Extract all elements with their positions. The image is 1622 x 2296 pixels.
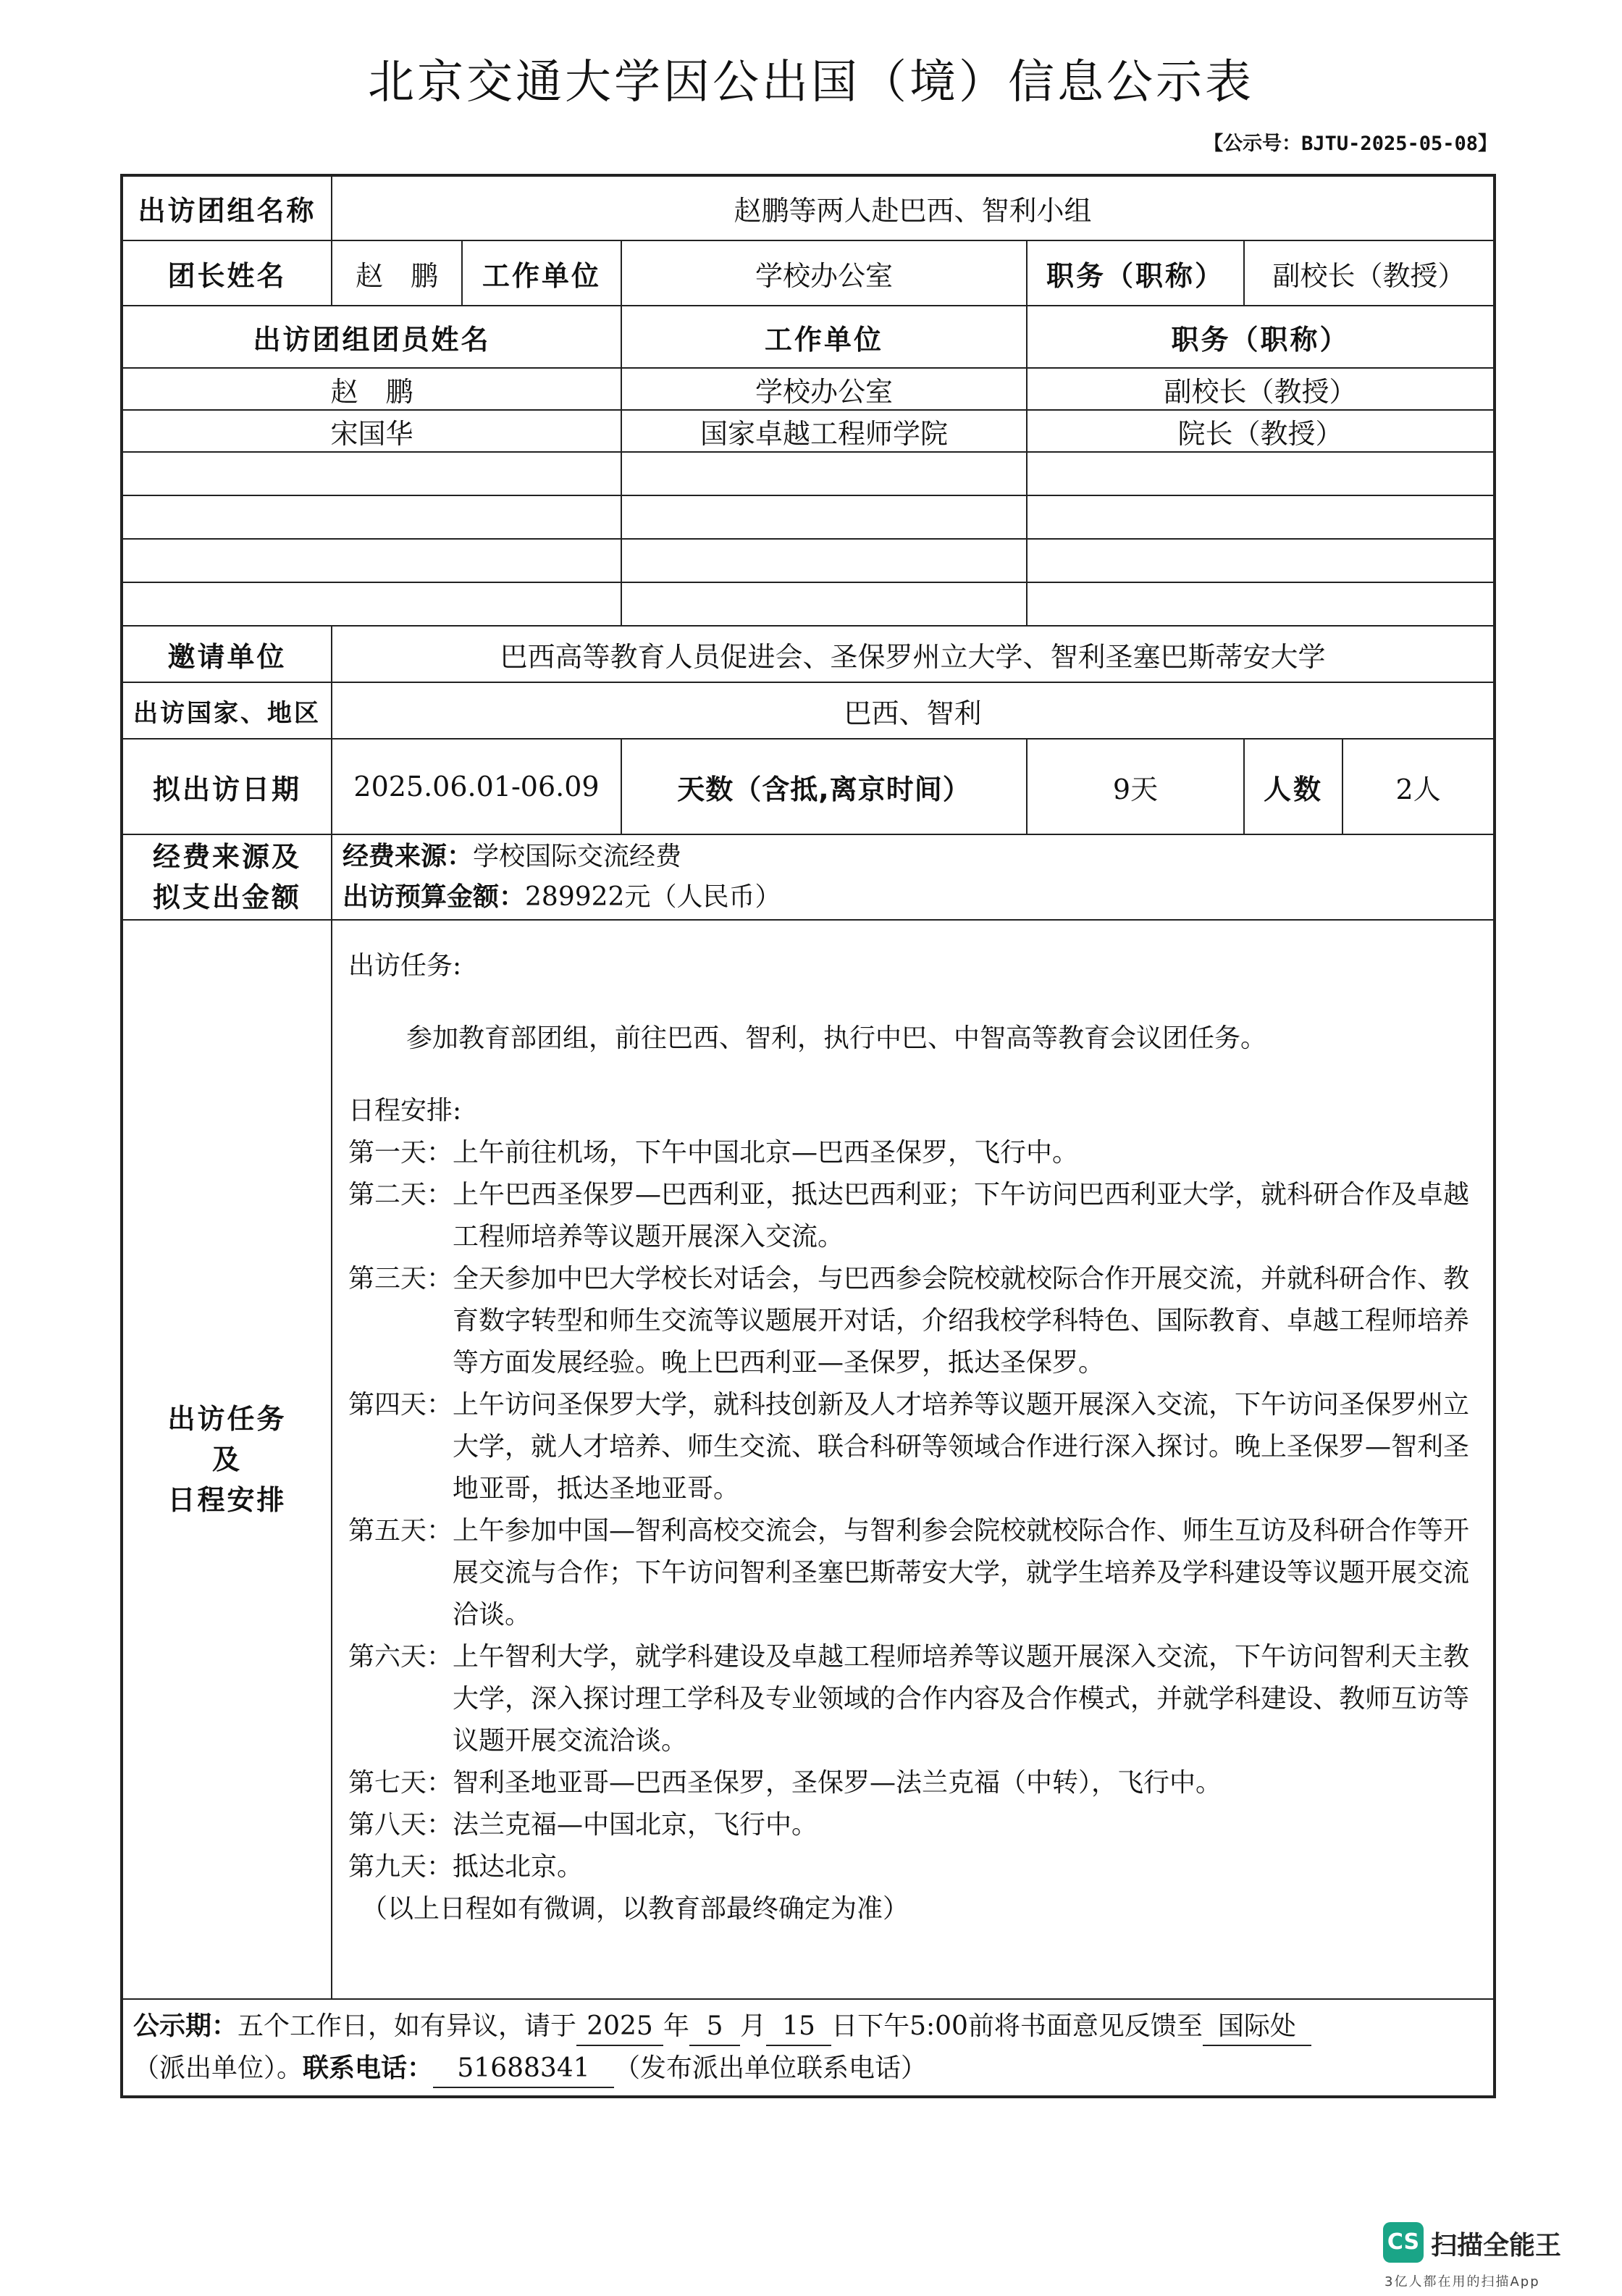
countries-label: 出访国家、地区 (122, 682, 332, 739)
members-header-title: 职务（职称） (1027, 306, 1495, 368)
members-header-unit: 工作单位 (621, 306, 1027, 368)
group-value: 赵鹏等两人赴巴西、智利小组 (332, 175, 1495, 240)
day-label: 第五天： (348, 1516, 453, 1546)
inviter-value: 巴西高等教育人员促进会、圣保罗州立大学、智利圣塞巴斯蒂安大学 (332, 626, 1495, 682)
task-row (122, 920, 1495, 1999)
member-row-empty (122, 582, 1495, 626)
day-text: 上午访问圣保罗大学，就科技创新及人才培养等议题开展深入交流，下午访问圣保罗州立大学，就人才培养、师生交流、联合科研等领域合作进行深入探讨。晚上圣保罗—智利圣地亚哥，抵达圣地亚哥。 (453, 1390, 1470, 1504)
day-label: 第四天： (348, 1390, 453, 1420)
members-header-name: 出访团组团员姓名 (122, 306, 621, 368)
countries-row (122, 682, 1495, 739)
day-label: 第三天： (348, 1264, 453, 1294)
member-name (122, 495, 621, 539)
page-title: 北京交通大学因公出国（境）信息公示表 (368, 56, 1254, 109)
dates-row (122, 739, 1495, 834)
people-label: 人数 (1244, 739, 1342, 834)
footer-year-unit: 年 (663, 2011, 690, 2041)
funding-source-label: 经费来源： (343, 842, 474, 871)
day-text: 上午参加中国—智利高校交流会，与智利参会院校就校际合作、师生互访及科研合作等开展交流与合作；下午访问智利圣塞巴斯蒂安大学，就学生培养及学科建设等议题开展交流洽谈。 (453, 1516, 1470, 1630)
leader-row (122, 240, 1495, 306)
day-text: 智利圣地亚哥—巴西圣保罗，圣保罗—法兰克福（中转），飞行中。 (453, 1768, 1222, 1798)
member-name (122, 582, 621, 626)
schedule-day (348, 1258, 1476, 1384)
day-text: 上午智利大学，就学科建设及卓越工程师培养等议题开展深入交流，下午访问智利天主教大学，深入探讨理工学科及专业领域的合作内容及合作模式，并就学科建设、教师互访等议题开展交流洽谈。 (453, 1642, 1470, 1756)
footer-phone: 51688341 (433, 2050, 614, 2088)
day-text: 上午巴西圣保罗—巴西利亚，抵达巴西利亚；下午访问巴西利亚大学，就科研合作及卓越工程师培养等议题开展深入交流。 (453, 1180, 1470, 1252)
member-unit (621, 539, 1027, 582)
camscanner-logo-icon: CS (1383, 2222, 1424, 2263)
group-row (122, 175, 1495, 240)
footer-year: 2025 (576, 2008, 663, 2046)
task-heading: 出访任务: (348, 951, 462, 981)
leader-title: 副校长（教授） (1244, 240, 1495, 306)
footer-day: 15 (766, 2008, 831, 2046)
task-label (122, 920, 332, 1999)
footer-notice (122, 1999, 1495, 2097)
schedule-day (348, 1132, 1476, 1174)
member-title (1027, 495, 1495, 539)
footer-period-label: 公示期： (133, 2011, 238, 2041)
funding-label-line2: 拟支出金额 (152, 881, 301, 913)
leader-name-label: 团长姓名 (122, 240, 332, 306)
task-label-line2: 及 (211, 1444, 242, 1475)
day-text: 法兰克福—中国北京，飞行中。 (453, 1810, 818, 1840)
task-text: 参加教育部团组，前往巴西、智利，执行中巴、中智高等教育会议团任务。 (406, 1023, 1267, 1053)
footer-dept: 国际处 (1203, 2008, 1311, 2046)
funding-content (332, 834, 1495, 920)
member-name: 宋国华 (122, 410, 621, 452)
schedule-day (348, 1636, 1476, 1762)
inviter-row (122, 626, 1495, 682)
day-label: 第九天： (348, 1852, 453, 1882)
dates-label: 拟出访日期 (122, 739, 332, 834)
members-header-row (122, 306, 1495, 368)
member-name (122, 452, 621, 495)
info-table (120, 174, 1496, 2098)
member-title: 副校长（教授） (1027, 368, 1495, 410)
member-unit (621, 495, 1027, 539)
member-unit: 学校办公室 (621, 368, 1027, 410)
schedule-heading: 日程安排: (348, 1096, 462, 1126)
funding-source-value: 学校国际交流经费 (473, 842, 682, 871)
schedule-day (348, 1804, 1476, 1846)
day-label: 第八天： (348, 1810, 453, 1840)
day-label: 第一天： (348, 1138, 453, 1168)
member-name: 赵 鹏 (122, 368, 621, 410)
task-content (332, 920, 1495, 1999)
footer-text2: 日下午5:00前将书面意见反馈至 (831, 2011, 1203, 2041)
member-unit: 国家卓越工程师学院 (621, 410, 1027, 452)
schedule-note: （以上日程如有微调，以教育部最终确定为准） (361, 1894, 909, 1924)
task-label-line3: 日程安排 (167, 1484, 287, 1516)
day-label: 第六天： (348, 1642, 453, 1672)
member-title (1027, 539, 1495, 582)
notice-number: 【公示号：BJTU-2025-05-08】 (1203, 133, 1497, 155)
member-row-empty (122, 495, 1495, 539)
countries-value: 巴西、智利 (332, 682, 1495, 739)
task-label-line1: 出访任务 (167, 1403, 287, 1435)
funding-budget-label: 出访预算金额： (343, 882, 526, 912)
footer-text3: （派出单位）。 (133, 2053, 303, 2083)
days-label: 天数（含抵,离京时间） (621, 739, 1027, 834)
funding-budget-line (343, 877, 1486, 918)
footer-text4: （发布派出单位联系电话） (614, 2053, 928, 2083)
group-label: 出访团组名称 (122, 175, 332, 240)
schedule-day (348, 1846, 1476, 1888)
funding-budget-value: 289922元（人民币） (525, 882, 781, 912)
footer-month: 5 (689, 2008, 740, 2046)
schedule-day (348, 1510, 1476, 1636)
days-value: 9天 (1027, 739, 1244, 834)
member-row (122, 410, 1495, 452)
funding-row (122, 834, 1495, 920)
member-unit (621, 452, 1027, 495)
member-row-empty (122, 452, 1495, 495)
footer-text1: 五个工作日，如有异议，请于 (238, 2011, 577, 2041)
leader-name: 赵 鹏 (332, 240, 462, 306)
watermark-sub: 3亿人都在用的扫描App (1384, 2274, 1540, 2289)
member-name (122, 539, 621, 582)
member-row (122, 368, 1495, 410)
day-label: 第七天： (348, 1768, 453, 1798)
people-value: 2人 (1342, 739, 1495, 834)
footer-month-unit: 月 (740, 2011, 767, 2041)
schedule-day (348, 1762, 1476, 1804)
day-text: 抵达北京。 (453, 1852, 584, 1882)
leader-unit-label: 工作单位 (462, 240, 621, 306)
leader-title-label: 职务（职称） (1027, 240, 1244, 306)
footer-row (122, 1999, 1495, 2097)
watermark-name: 扫描全能王 (1431, 2231, 1562, 2261)
dates-value: 2025.06.01-06.09 (332, 739, 621, 834)
day-label: 第二天： (348, 1180, 453, 1210)
member-title (1027, 452, 1495, 495)
member-title (1027, 582, 1495, 626)
inviter-label: 邀请单位 (122, 626, 332, 682)
member-row-empty (122, 539, 1495, 582)
footer-phone-label: 联系电话： (303, 2053, 434, 2083)
funding-source-line (343, 837, 1486, 877)
leader-unit: 学校办公室 (621, 240, 1027, 306)
schedule-day (348, 1174, 1476, 1258)
member-title: 院长（教授） (1027, 410, 1495, 452)
schedule-day (348, 1384, 1476, 1510)
funding-label (122, 834, 332, 920)
day-text: 上午前往机场，下午中国北京—巴西圣保罗，飞行中。 (453, 1138, 1079, 1168)
day-text: 全天参加中巴大学校长对话会，与巴西参会院校就校际合作开展交流，并就科研合作、教育数字转型和师生交流等议题展开对话，介绍我校学科特色、国际教育、卓越工程师培养等方面发展经验。晚上巴西利亚—圣保罗，抵达圣保罗。 (453, 1264, 1470, 1378)
member-unit (621, 582, 1027, 626)
funding-label-line1: 经费来源及 (152, 841, 301, 873)
